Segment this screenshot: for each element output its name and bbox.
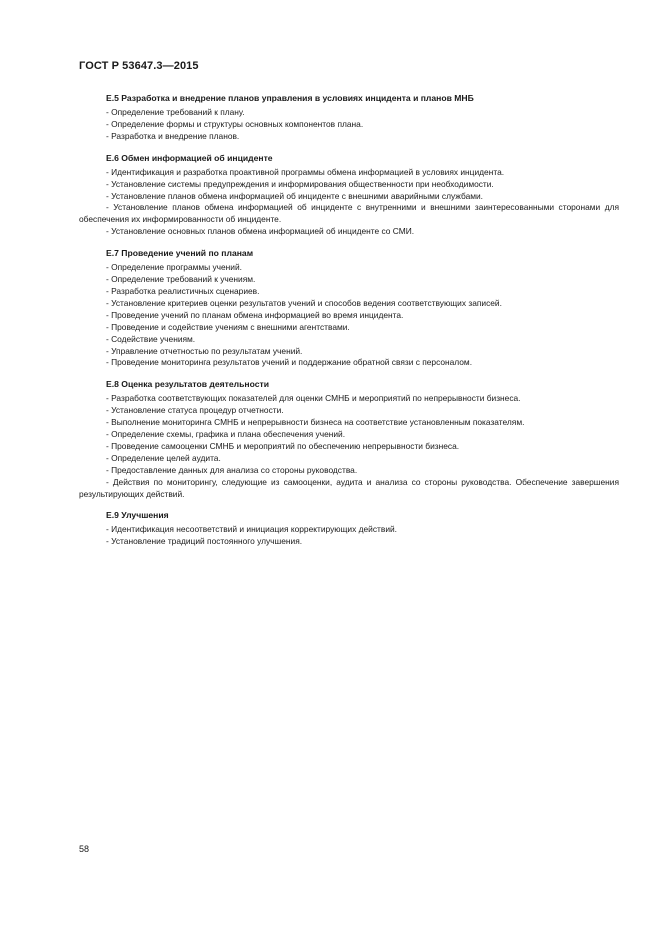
list-item: - Разработка соответствующих показателей для оценки СМНБ и мероприятий по непрерывности бизнеса. — [106, 393, 521, 404]
page-number: 58 — [79, 844, 90, 854]
list-item: - Определение формы и структуры основных компонентов плана. — [106, 118, 364, 129]
section-title: Е.8 Оценка результатов деятельности — [106, 379, 270, 390]
list-item: - Предоставление данных для анализа со стороны руководства. — [106, 464, 358, 475]
section-e8 — [79, 378, 619, 500]
list-item: - Установление системы предупреждения и информирования общественности при необходимости. — [106, 178, 494, 189]
section-e7 — [79, 247, 619, 369]
document-body — [79, 92, 619, 557]
list-item: - Действия по мониторингу, следующие из самооценки, аудита и анализа со стороны руководства. Обеспечение завершения результирующих действий. — [79, 476, 619, 499]
list-item: - Выполнение мониторинга СМНБ и непрерывности бизнеса на соответствие установленным показателям. — [106, 417, 525, 428]
list-item: - Определение требований к плану. — [106, 107, 245, 117]
section-title: Е.7 Проведение учений по планам — [106, 248, 254, 259]
list-item: - Установление критериев оценки результатов учений и способов ведения соответствующих записей. — [106, 297, 502, 308]
section-title: Е.5 Разработка и внедрение планов управления в условиях инцидента и планов МНБ — [106, 93, 474, 103]
section-e5 — [79, 92, 619, 143]
section-e6 — [79, 152, 619, 238]
list-item: - Разработка реалистичных сценариев. — [106, 285, 260, 296]
list-item: - Управление отчетностью по результатам учений. — [106, 345, 303, 356]
list-item: - Идентификация и разработка проактивной программы обмена информацией в условиях инцидента. — [106, 166, 505, 177]
list-item: - Установление планов обмена информацией об инциденте с внешними аварийными службами. — [106, 190, 483, 201]
list-item: - Определение требований к учениям. — [106, 274, 256, 285]
section-title: Е.9 Улучшения — [106, 510, 169, 521]
list-item: - Установление основных планов обмена информацией об инциденте со СМИ. — [106, 226, 415, 237]
list-item: - Установление статуса процедур отчетности. — [106, 405, 284, 416]
list-item: - Идентификация несоответствий и инициация корректирующих действий. — [106, 524, 398, 535]
list-item: - Определение программы учений. — [106, 262, 242, 273]
list-item: - Установление традиций постоянного улучшения. — [106, 536, 303, 547]
section-e9 — [79, 509, 619, 548]
list-item: - Определение схемы, графика и плана обеспечения учений. — [106, 429, 346, 440]
document-code: ГОСТ Р 53647.3—2015 — [79, 60, 199, 72]
list-item: - Проведение самооценки СМНБ и мероприятий по обеспечению непрерывности бизнеса. — [106, 440, 460, 451]
list-item: - Проведение мониторинга результатов учений и поддержание обратной связи с персоналом. — [106, 357, 473, 368]
list-item: - Разработка и внедрение планов. — [106, 130, 240, 141]
list-item: - Содействие учениям. — [106, 333, 196, 344]
list-item: - Установление планов обмена информацией об инциденте с внутренними и внешними заинтересованными сторонами для обеспечения их информированности об инциденте. — [79, 202, 619, 225]
list-item: - Проведение учений по планам обмена информацией во время инцидента. — [106, 309, 404, 320]
list-item: - Определение целей аудита. — [106, 452, 221, 463]
list-item: - Проведение и содействие учениям с внешними агентствами. — [106, 321, 350, 332]
section-title: Е.6 Обмен информацией об инциденте — [106, 152, 273, 163]
